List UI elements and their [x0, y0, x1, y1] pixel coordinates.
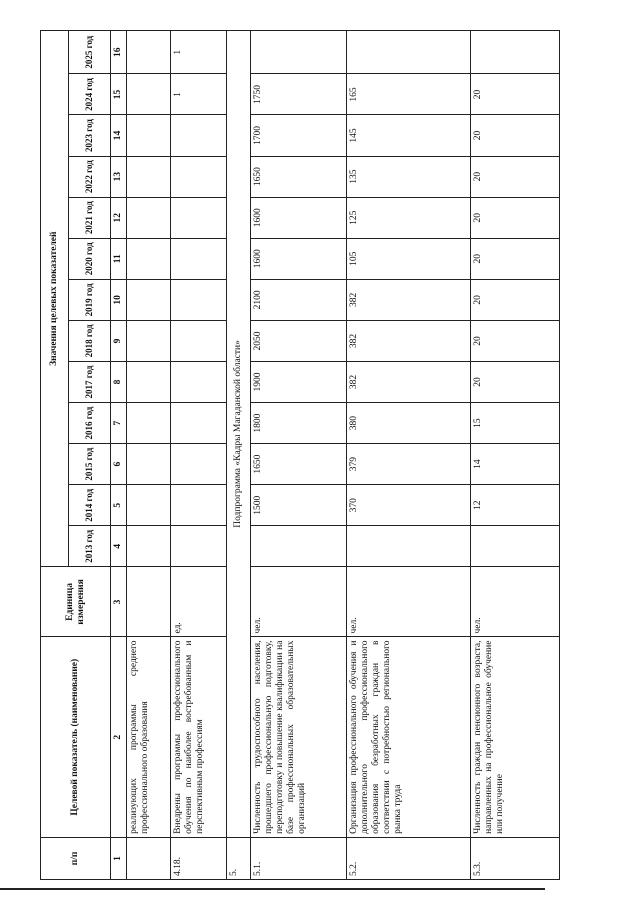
row-value	[171, 361, 227, 402]
header-year: 2014 год	[69, 485, 111, 526]
header-year: 2021 год	[69, 197, 111, 238]
column-number: 10	[111, 279, 127, 320]
row-indicator: реализующих программы среднего профессионального образования	[127, 637, 171, 837]
row-indicator: Внедрены программы профессионального обучения по наиболее востребованным и перспективным профессиям	[171, 637, 227, 837]
row-value	[346, 526, 470, 567]
header-year: 2020 год	[69, 238, 111, 279]
row-value: 15	[470, 403, 559, 444]
row-num	[127, 837, 171, 879]
row-num: 5.1.	[250, 837, 346, 879]
header-unit: Единица измерения	[41, 567, 111, 637]
header-year: 2023 год	[69, 115, 111, 156]
row-value: 12	[470, 485, 559, 526]
row-value	[470, 31, 559, 74]
row-value: 20	[470, 238, 559, 279]
row-value: 1	[171, 74, 227, 115]
row-value: 2100	[250, 279, 346, 320]
row-value	[171, 156, 227, 197]
row-value	[171, 320, 227, 361]
header-num: п/п	[41, 837, 111, 879]
row-value	[250, 31, 346, 74]
header-year: 2017 год	[69, 361, 111, 402]
column-number: 5	[111, 485, 127, 526]
row-num: 5.2.	[346, 837, 470, 879]
row-value	[171, 238, 227, 279]
rotated-table-container	[40, 30, 560, 880]
row-value: 14	[470, 444, 559, 485]
table-row	[127, 31, 171, 880]
row-value	[171, 115, 227, 156]
row-value: 20	[470, 320, 559, 361]
row-value: 165	[346, 74, 470, 115]
row-value: 135	[346, 156, 470, 197]
row-value	[470, 526, 559, 567]
row-value	[171, 197, 227, 238]
section-num: 5.	[227, 837, 251, 879]
header-year: 2022 год	[69, 156, 111, 197]
row-value	[171, 526, 227, 567]
header-year: 2018 год	[69, 320, 111, 361]
row-value: 1650	[250, 444, 346, 485]
column-number: 15	[111, 74, 127, 115]
page-bottom-rule	[0, 888, 545, 890]
row-value: 380	[346, 403, 470, 444]
column-number: 11	[111, 238, 127, 279]
header-year: 2016 год	[69, 403, 111, 444]
row-value: 382	[346, 361, 470, 402]
row-value	[250, 526, 346, 567]
row-value: 1800	[250, 403, 346, 444]
row-value: 2050	[250, 320, 346, 361]
table-row	[250, 31, 346, 880]
row-indicator: Организация профессионального обучения и дополнительного профессионального образования безработных граждан в соответствии с потребностью регионального рынка труда	[346, 637, 470, 837]
row-unit: чел.	[470, 567, 559, 637]
header-values: Значения целевых показателей	[41, 31, 69, 567]
column-number: 16	[111, 31, 127, 74]
row-value: 1650	[250, 156, 346, 197]
row-value: 1	[171, 31, 227, 74]
row-indicator: Численность граждан пенсионного возраста, направленных на профессиональное обучение или получение	[470, 637, 559, 837]
row-value	[171, 485, 227, 526]
row-value	[171, 279, 227, 320]
column-number: 13	[111, 156, 127, 197]
row-value: 1500	[250, 485, 346, 526]
header-year: 2019 год	[69, 279, 111, 320]
row-unit	[127, 567, 171, 637]
column-number: 3	[111, 567, 127, 637]
column-number: 2	[111, 637, 127, 837]
row-unit: чел.	[346, 567, 470, 637]
header-year: 2024 год	[69, 74, 111, 115]
row-value: 1900	[250, 361, 346, 402]
column-number: 12	[111, 197, 127, 238]
row-value: 20	[470, 361, 559, 402]
row-value: 20	[470, 279, 559, 320]
table-row	[171, 31, 227, 880]
row-num: 5.3.	[470, 837, 559, 879]
row-value	[171, 444, 227, 485]
row-unit: ед.	[171, 567, 227, 637]
row-num: 4.18.	[171, 837, 227, 879]
row-value: 1750	[250, 74, 346, 115]
section-row	[227, 31, 251, 880]
row-value: 379	[346, 444, 470, 485]
column-number: 14	[111, 115, 127, 156]
row-value	[171, 403, 227, 444]
column-number: 9	[111, 320, 127, 361]
row-unit: чел.	[250, 567, 346, 637]
row-value: 105	[346, 238, 470, 279]
column-number: 8	[111, 361, 127, 402]
row-value: 1600	[250, 238, 346, 279]
table-row	[346, 31, 470, 880]
column-number: 6	[111, 444, 127, 485]
column-numbers-row	[111, 31, 127, 880]
row-value: 20	[470, 156, 559, 197]
row-value: 145	[346, 115, 470, 156]
row-value: 382	[346, 320, 470, 361]
row-value: 370	[346, 485, 470, 526]
row-indicator: Численность трудоспособного населения, прошедшего профессиональную подготовку, переподготовку и повышение квалификации на базе профессиональных образовательных организаций	[250, 637, 346, 837]
target-indicators-table	[40, 30, 560, 880]
row-value: 20	[470, 74, 559, 115]
row-value: 125	[346, 197, 470, 238]
header-year: 2025 год	[69, 31, 111, 74]
header-year: 2015 год	[69, 444, 111, 485]
header-indicator: Целевой показатель (наименование)	[41, 637, 111, 837]
header-year: 2013 год	[69, 526, 111, 567]
table-row	[470, 31, 559, 880]
row-value: 382	[346, 279, 470, 320]
column-number: 1	[111, 837, 127, 879]
column-number: 4	[111, 526, 127, 567]
section-title: Подпрограмма «Кадры Магаданской области»	[227, 31, 251, 838]
row-value: 1700	[250, 115, 346, 156]
column-number: 7	[111, 403, 127, 444]
row-value	[346, 31, 470, 74]
row-value: 1600	[250, 197, 346, 238]
row-value: 20	[470, 115, 559, 156]
row-value: 20	[470, 197, 559, 238]
